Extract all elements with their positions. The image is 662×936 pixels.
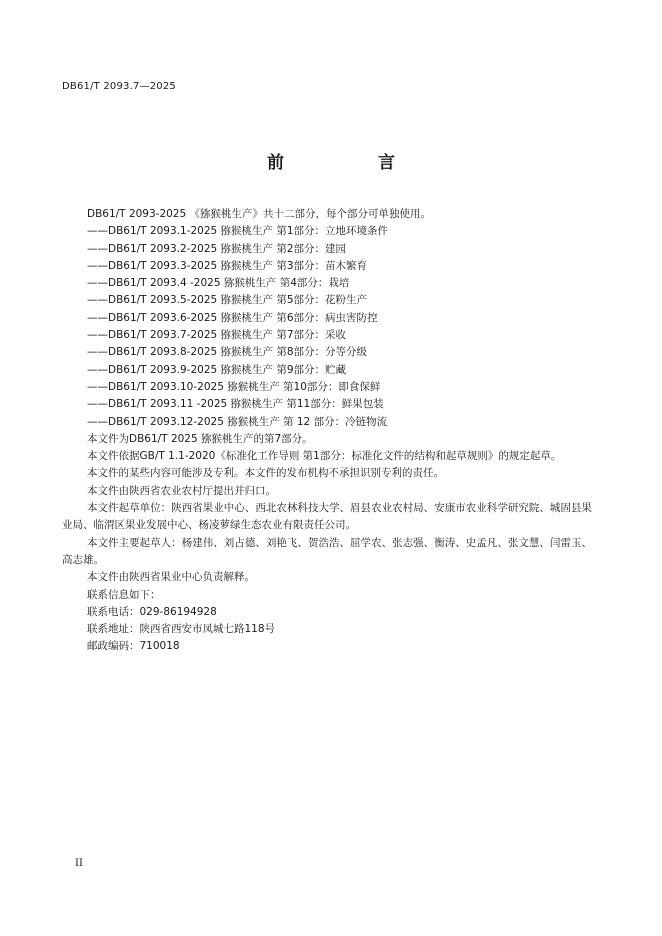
- list-item: ——DB61/T 2093.5-2025 猕猴桃生产 第5部分：花粉生产: [87, 294, 368, 307]
- standard-code-header: DB61/T 2093.7—2025: [62, 81, 176, 92]
- list-item: ——DB61/T 2093.4 -2025 猕猴桃生产 第4部分：栽培: [87, 277, 350, 290]
- foreword-body: [62, 206, 592, 656]
- contact-address: 联系地址：陕西省西安市凤城七路118号: [87, 623, 276, 636]
- list-item: ——DB61/T 2093.11 -2025 猕猴桃生产 第11部分：鲜果包装: [87, 398, 384, 411]
- contact-heading: 联系信息如下：: [87, 588, 161, 601]
- patent-notice-paragraph: 本文件的某些内容可能涉及专利。本文件的发布机构不承担识别专利的责任。: [87, 467, 444, 480]
- drafting-rules-paragraph: 本文件依据GB/T 1.1-2020《标准化工作导则 第1部分：标准化文件的结构和起草规则》的规定起草。: [87, 450, 562, 463]
- list-item: ——DB61/T 2093.10-2025 猕猴桃生产 第10部分：即食保鲜: [87, 380, 381, 393]
- list-item: ——DB61/T 2093.8-2025 猕猴桃生产 第8部分：分等分级: [87, 346, 368, 359]
- contact-block: [62, 587, 592, 656]
- list-item: ——DB61/T 2093.3-2025 猕猴桃生产 第3部分：苗木繁育: [87, 259, 368, 272]
- list-item: ——DB61/T 2093.9-2025 猕猴桃生产 第9部分：贮藏: [87, 363, 347, 376]
- drafters-paragraph: 本文件主要起草人：杨建伟、刘占德、刘艳飞、贺浩浩、屈学农、张志强、衡涛、史孟凡、张文慧、闫雷玉、高志雄。: [62, 536, 592, 566]
- list-item: ——DB61/T 2093.2-2025 猕猴桃生产 第2部分：建园: [87, 242, 347, 255]
- page-number: II: [75, 858, 83, 869]
- contact-phone: 联系电话：029-86194928: [87, 605, 217, 618]
- proposer-paragraph: 本文件由陕西省农业农村厅提出并归口。: [87, 484, 276, 497]
- contact-postcode: 邮政编码：710018: [87, 640, 180, 653]
- list-item: ——DB61/T 2093.1-2025 猕猴桃生产 第1部分：立地环境条件: [87, 225, 389, 238]
- list-item: ——DB61/T 2093.7-2025 猕猴桃生产 第7部分：采收: [87, 329, 347, 342]
- intro-paragraph: DB61/T 2093-2025 《猕猴桃生产》共十二部分，每个部分可单独使用。: [87, 208, 432, 220]
- drafting-units-paragraph: 本文件起草单位：陕西省果业中心、西北农林科技大学、眉县农业农村局、安康市农业科学研究院、城固县果业局、临渭区果业发展中心、杨凌萝绿生态农业有限责任公司。: [62, 502, 592, 532]
- parts-list: [62, 223, 592, 431]
- this-part-paragraph: 本文件为DB61/T 2025 猕猴桃生产的第7部分。: [87, 432, 313, 445]
- page-title: 前 言: [267, 153, 415, 173]
- list-item: ——DB61/T 2093.12-2025 猕猴桃生产 第 12 部分：冷链物流: [87, 415, 388, 428]
- list-item: ——DB61/T 2093.6-2025 猕猴桃生产 第6部分：病虫害防控: [87, 311, 378, 324]
- interpreter-paragraph: 本文件由陕西省果业中心负责解释。: [87, 571, 255, 584]
